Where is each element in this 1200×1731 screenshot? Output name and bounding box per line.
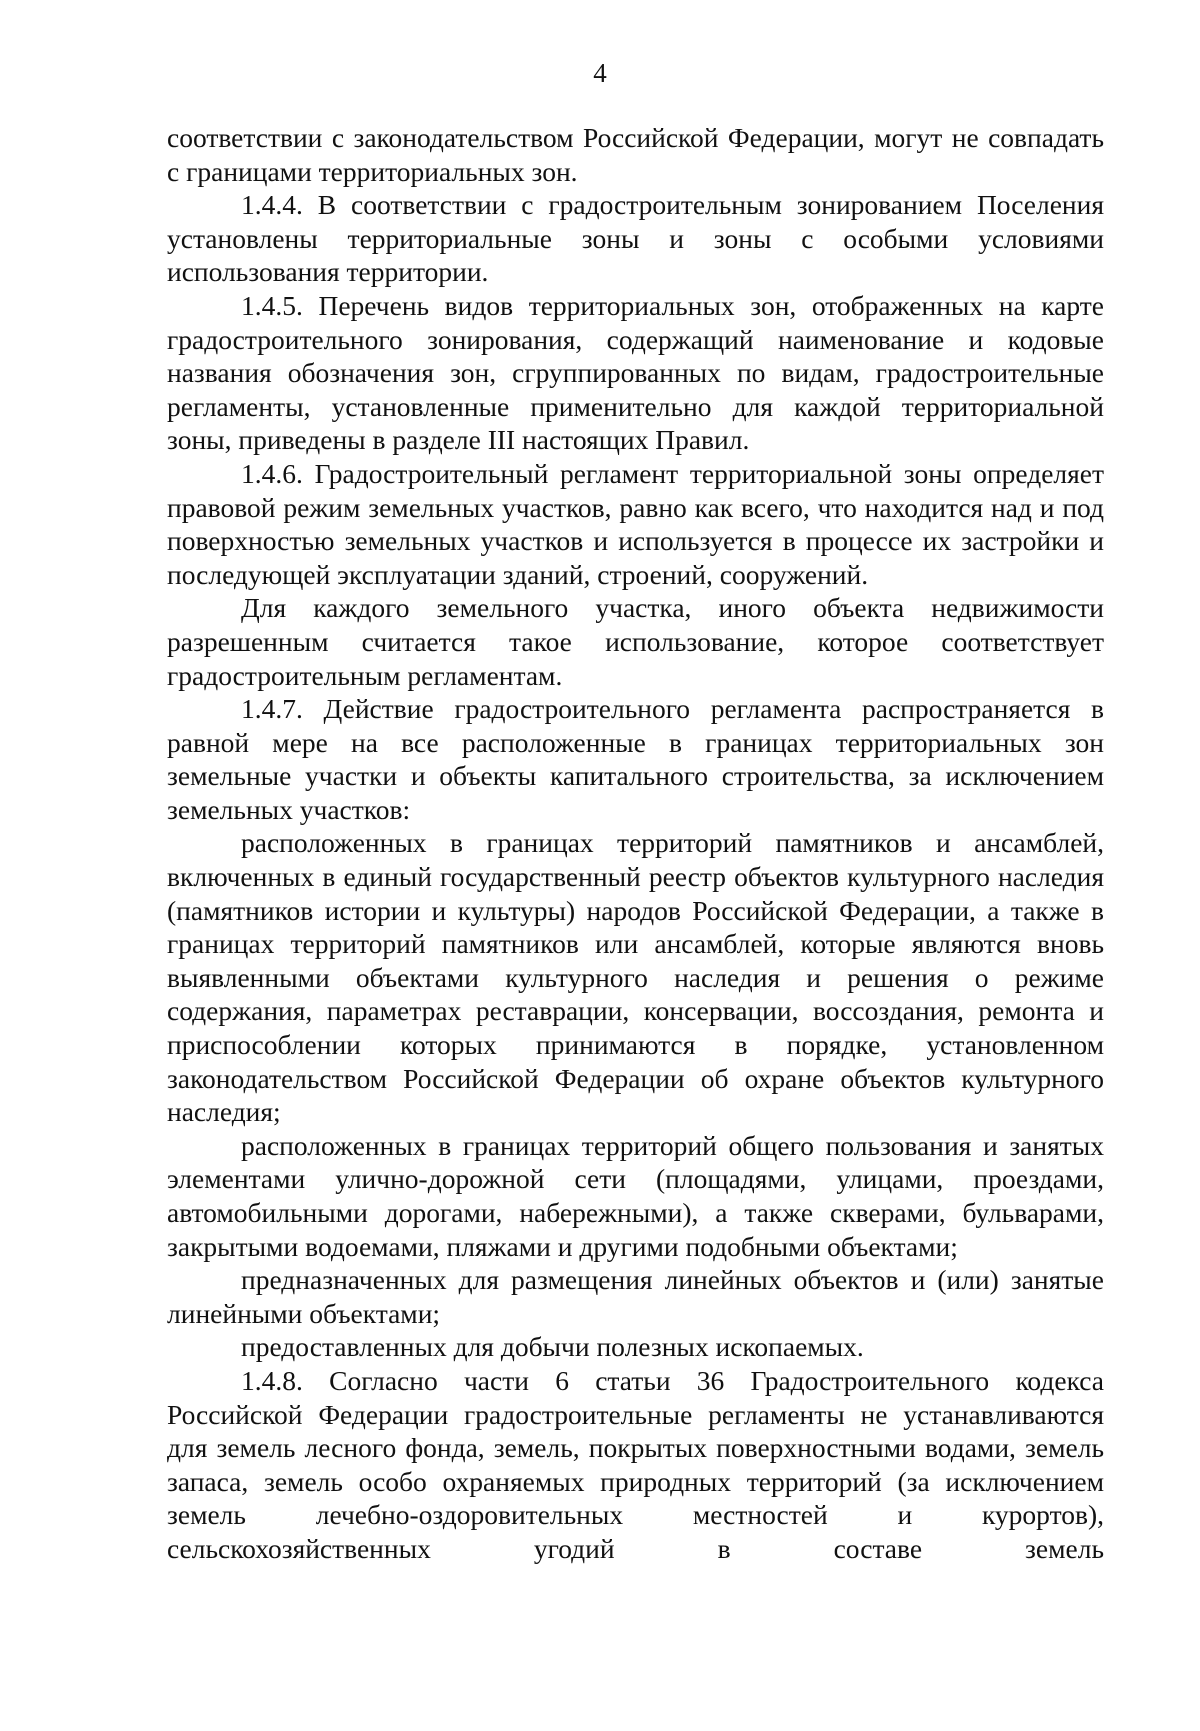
paragraph-1-4-4: 1.4.4. В соответствии с градостроительным зонированием Поселения установлены территориальные зоны и зоны с особыми условиями использования территории. bbox=[167, 189, 1104, 288]
paragraph-1-4-8: 1.4.8. Согласно части 6 статьи 36 Градостроительного кодекса Российской Федерации градостроительные регламенты не устанавливаются для земель лесного фонда, земель, покрытых поверхностными водами, земель запаса, земель особо охраняемых природных территорий (за исключением земель лечебно-оздоровительных местностей и курортов), сельскохозяйственных угодий в составе земель bbox=[167, 1364, 1104, 1564]
paragraph-1-4-6: 1.4.6. Градостроительный регламент территориальной зоны определяет правовой режим земельных участков, равно как всего, что находится над и под поверхностью земельных участков и используется в процессе их застройки и последующей эксплуатации зданий, строений, сооружений. bbox=[167, 457, 1104, 590]
paragraph-continuation: соответствии с законодательством Российской Федерации, могут не совпадать с границами территориальных зон. bbox=[167, 122, 1104, 187]
paragraph-1-4-7: 1.4.7. Действие градостроительного регламента распространяется в равной мере на все расположенные в границах территориальных зон земельные участки и объекты капитального строительства, за исключением земельных участков: bbox=[167, 693, 1104, 825]
list-item-public-territories: расположенных в границах территорий общего пользования и занятых элементами улично-дорожной сети (площадями, улицами, проездами, автомобильными дорогами, набережными), а также скверами, бульварами, закрытыми водоемами, пляжами и другими подобными объектами; bbox=[167, 1129, 1104, 1262]
list-item-linear-objects: предназначенных для размещения линейных объектов и (или) занятые линейными объектами; bbox=[167, 1264, 1104, 1329]
paragraph-permitted-use: Для каждого земельного участка, иного объекта недвижимости разрешенным считается такое использование, которое соответствует градостроительным регламентам. bbox=[167, 592, 1104, 691]
list-item-cultural-heritage: расположенных в границах территорий памятников и ансамблей, включенных в единый государственный реестр объектов культурного наследия (памятников истории и культуры) народов Российской Федерации, а также в границах территорий памятников или ансамблей, которые являются вновь выявленными объектами культурного наследия и решения о режиме содержания, параметрах реставрации, консервации, воссоздания, ремонта и приспособлении которых принимаются в порядке, установленном законодательством Российской Федерации об охране объектов культурного наследия; bbox=[167, 827, 1104, 1128]
page-number: 4 bbox=[593, 58, 607, 88]
paragraph-1-4-5: 1.4.5. Перечень видов территориальных зон, отображенных на карте градостроительного зонирования, содержащий наименование и кодовые названия обозначения зон, сгруппированных по видам, градостроительные регламенты, установленные применительно для каждой территориальной зоны, приведены в разделе III настоящих Правил. bbox=[167, 289, 1104, 456]
list-item-mineral-extraction: предоставленных для добычи полезных ископаемых. bbox=[241, 1331, 864, 1363]
document-body bbox=[167, 121, 1104, 1566]
